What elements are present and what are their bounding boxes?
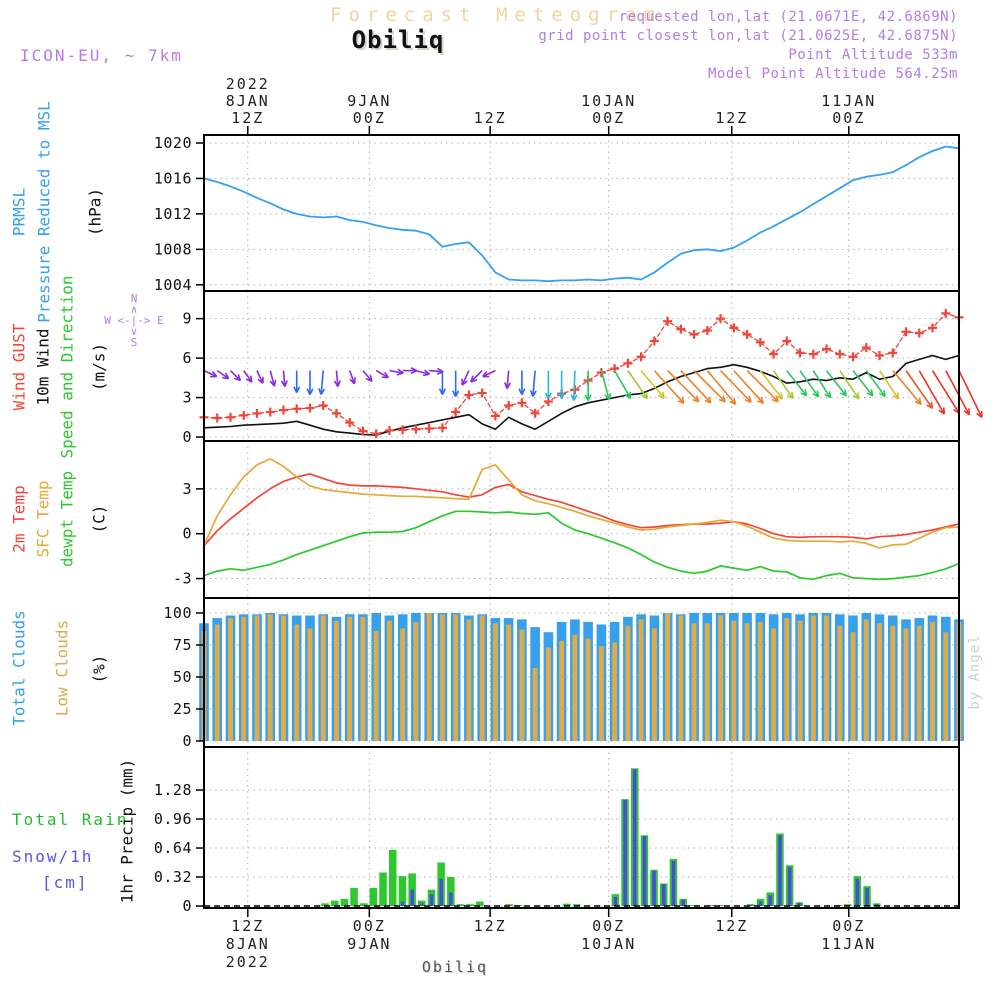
svg-text:10JAN: 10JAN bbox=[581, 935, 637, 953]
footer-station-label: Obiliq bbox=[421, 958, 489, 976]
svg-text:12Z: 12Z bbox=[231, 109, 265, 127]
pressure-desc-label: Pressure Reduced to MSL bbox=[34, 101, 54, 323]
wind-gust-label: Wind GUST bbox=[9, 323, 29, 411]
speed-direction-label: Speed and Direction bbox=[57, 275, 77, 459]
svg-text:12Z: 12Z bbox=[231, 917, 265, 935]
svg-text:12Z: 12Z bbox=[473, 917, 507, 935]
svg-text:3: 3 bbox=[182, 388, 192, 407]
sfc-temp-label: SFC Temp bbox=[33, 480, 53, 558]
svg-text:10JAN: 10JAN bbox=[581, 92, 637, 110]
svg-text:8JAN: 8JAN bbox=[225, 92, 270, 110]
total-rain-label: Total Rain bbox=[12, 810, 129, 829]
dewpt-temp-label: dewpt Temp bbox=[57, 470, 77, 568]
svg-text:11JAN: 11JAN bbox=[821, 935, 877, 953]
compass-south-label: S bbox=[130, 336, 138, 349]
precip-bars bbox=[204, 768, 959, 906]
svg-text:75: 75 bbox=[172, 635, 192, 654]
model-point-altitude: Model Point Altitude 564.25m bbox=[707, 66, 958, 82]
wind-direction-arrows bbox=[204, 368, 982, 418]
svg-text:-3: -3 bbox=[172, 569, 192, 588]
point-altitude: Point Altitude 533m bbox=[788, 47, 958, 63]
hpa-unit-label: (hPa) bbox=[85, 187, 105, 237]
svg-text:100: 100 bbox=[163, 603, 192, 622]
prmsl-label: PRMSL bbox=[9, 187, 29, 237]
svg-text:0: 0 bbox=[182, 524, 192, 543]
svg-text:25: 25 bbox=[172, 699, 192, 718]
low-clouds-label: Low Clouds bbox=[52, 619, 72, 717]
model-info-label: ICON-EU, ~ 7km bbox=[20, 46, 183, 65]
svg-text:00Z: 00Z bbox=[592, 109, 626, 127]
snow-label: Snow/1h bbox=[12, 847, 94, 866]
panel-frames bbox=[204, 135, 959, 908]
svg-text:1.28: 1.28 bbox=[153, 781, 192, 800]
svg-text:0: 0 bbox=[182, 731, 192, 750]
svg-text:9: 9 bbox=[182, 309, 192, 328]
svg-text:1020: 1020 bbox=[153, 133, 192, 152]
svg-text:12Z: 12Z bbox=[715, 109, 749, 127]
svg-text:0: 0 bbox=[182, 428, 192, 447]
svg-text:00Z: 00Z bbox=[832, 917, 866, 935]
svg-text:9JAN: 9JAN bbox=[347, 935, 392, 953]
svg-text:8JAN: 8JAN bbox=[225, 935, 270, 953]
grid-coords: grid point closest lon,lat (21.0625E, 42.6875N) bbox=[538, 28, 958, 44]
svg-text:12Z: 12Z bbox=[715, 917, 749, 935]
svg-text:3: 3 bbox=[182, 479, 192, 498]
wind-10m-label: 10m Wind bbox=[33, 328, 53, 406]
svg-text:00Z: 00Z bbox=[832, 109, 866, 127]
svg-text:00Z: 00Z bbox=[592, 917, 626, 935]
forecast-meteogram-watermark: Forecast Meteogram bbox=[330, 4, 662, 26]
svg-text:0.64: 0.64 bbox=[153, 839, 192, 858]
svg-text:0.32: 0.32 bbox=[153, 868, 192, 887]
y-axis-labels bbox=[154, 134, 204, 915]
svg-text:11JAN: 11JAN bbox=[821, 92, 877, 110]
svg-text:1004: 1004 bbox=[153, 275, 192, 294]
svg-text:6: 6 bbox=[182, 349, 192, 368]
svg-text:12Z: 12Z bbox=[473, 109, 507, 127]
compass-up-arrow-icon: ∧ bbox=[130, 303, 138, 316]
page-title-station: Obiliq bbox=[351, 26, 445, 54]
precip-unit-label: 1hr Precip (mm) bbox=[117, 758, 137, 904]
svg-text:1012: 1012 bbox=[153, 204, 192, 223]
compass-west-east-row: W <-|-> E bbox=[104, 314, 164, 327]
temperature-series bbox=[204, 459, 959, 579]
compass-down-arrow-icon: ∨ bbox=[130, 325, 138, 338]
svg-text:50: 50 bbox=[172, 667, 192, 686]
svg-text:0.96: 0.96 bbox=[153, 810, 192, 829]
temp-2m-label: 2m Temp bbox=[9, 485, 29, 553]
svg-text:1016: 1016 bbox=[153, 169, 192, 188]
svg-text:2022: 2022 bbox=[225, 953, 270, 971]
cloud-bars bbox=[199, 613, 964, 741]
svg-text:00Z: 00Z bbox=[352, 109, 386, 127]
svg-text:00Z: 00Z bbox=[352, 917, 386, 935]
compass-north-label: N bbox=[130, 292, 138, 305]
ms-unit-label: (m/s) bbox=[89, 342, 109, 392]
requested-coords: requested lon,lat (21.0671E, 42.6869N) bbox=[618, 9, 958, 25]
svg-text:0: 0 bbox=[182, 897, 192, 916]
total-clouds-label: Total Clouds bbox=[9, 610, 29, 726]
grid-lines bbox=[204, 135, 959, 908]
svg-text:2022: 2022 bbox=[225, 75, 270, 93]
c-unit-label: (C) bbox=[89, 504, 109, 534]
svg-text:1008: 1008 bbox=[153, 240, 192, 259]
pressure-series bbox=[204, 147, 959, 282]
by-angel-watermark: by Angel bbox=[967, 634, 983, 710]
percent-unit-label: (%) bbox=[89, 654, 109, 684]
svg-text:9JAN: 9JAN bbox=[347, 92, 392, 110]
cm-unit-label: [cm] bbox=[42, 873, 89, 892]
